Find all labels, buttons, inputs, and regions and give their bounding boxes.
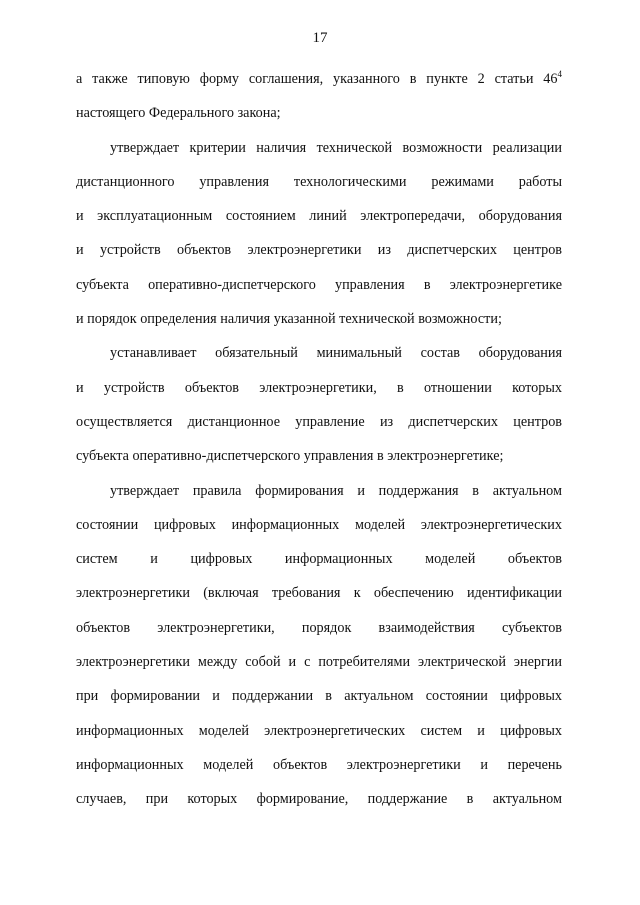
text-line: электроэнергетики (включая требования к обеспечению идентификации <box>76 585 562 602</box>
text-line: и устройств объектов электроэнергетики из диспетчерских центров <box>76 242 562 259</box>
text-line: объектов электроэнергетики, порядок взаимодействия субъектов <box>76 619 562 636</box>
text-line: при формировании и поддержании в актуальном состоянии цифровых <box>76 688 562 705</box>
paragraph-first-line: устанавливает обязательный минимальный состав оборудования <box>110 345 562 362</box>
document-body <box>76 62 562 817</box>
text-line: субъекта оперативно-диспетчерского управления в электроэнергетике <box>76 276 562 293</box>
text-line: настоящего Федерального закона; <box>76 105 281 122</box>
text-line: и эксплуатационным состоянием линий электропередачи, оборудования <box>76 208 562 225</box>
text-line: и устройств объектов электроэнергетики, в отношении которых <box>76 379 562 396</box>
text-line: осуществляется дистанционное управление из диспетчерских центров <box>76 413 562 430</box>
superscript-4: 4 <box>557 69 562 79</box>
paragraph-first-line: утверждает критерии наличия технической возможности реализации <box>110 139 562 156</box>
text-line: состоянии цифровых информационных моделей электроэнергетических <box>76 516 562 533</box>
text-line: субъекта оперативно-диспетчерского управления в электроэнергетике; <box>76 448 504 465</box>
paragraph-first-line: утверждает правила формирования и поддержания в актуальном <box>110 482 562 499</box>
text-line: электроэнергетики между собой и с потребителями электрической энергии <box>76 654 562 671</box>
text-line: и порядок определения наличия указанной технической возможности; <box>76 311 502 328</box>
page-number: 17 <box>312 30 328 46</box>
text-line <box>76 62 562 96</box>
text-line: систем и цифровых информационных моделей объектов <box>76 551 562 568</box>
text-line: случаев, при которых формирование, поддержание в актуальном <box>76 791 562 808</box>
text-line: информационных моделей электроэнергетических систем и цифровых <box>76 722 562 739</box>
text-line: дистанционного управления технологическими режимами работы <box>76 173 562 190</box>
text-line-content: а также типовую форму соглашения, указанного в пункте 2 статьи 46 <box>76 71 558 87</box>
text-line: информационных моделей объектов электроэнергетики и перечень <box>76 756 562 773</box>
